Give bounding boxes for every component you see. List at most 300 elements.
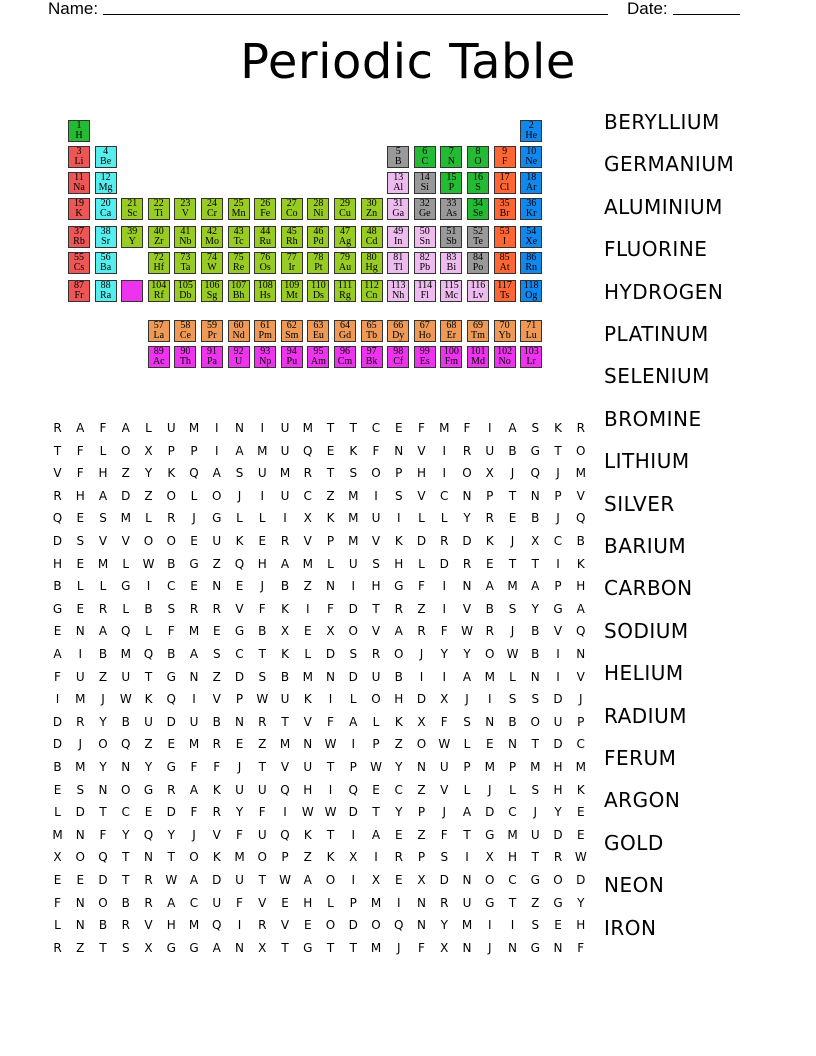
grid-letter[interactable]: F bbox=[190, 805, 198, 820]
grid-letter[interactable]: W bbox=[506, 647, 519, 661]
grid-letter[interactable]: I bbox=[78, 647, 83, 661]
grid-letter[interactable]: M bbox=[484, 760, 495, 774]
grid-letter[interactable]: R bbox=[53, 421, 62, 435]
grid-letter[interactable]: P bbox=[508, 760, 517, 774]
grid-letter[interactable]: M bbox=[302, 669, 313, 684]
grid-letter[interactable]: U bbox=[257, 827, 267, 842]
grid-letter[interactable]: A bbox=[462, 669, 472, 684]
grid-letter[interactable]: U bbox=[439, 760, 449, 774]
grid-letter[interactable]: O bbox=[576, 443, 586, 458]
grid-letter[interactable]: T bbox=[508, 556, 517, 571]
grid-letter[interactable]: M bbox=[279, 466, 291, 481]
grid-letter[interactable]: X bbox=[144, 940, 153, 955]
grid-letter[interactable]: T bbox=[281, 940, 289, 955]
grid-letter[interactable]: I bbox=[510, 918, 515, 933]
grid-letter[interactable]: M bbox=[530, 760, 541, 774]
grid-letter[interactable]: O bbox=[189, 850, 199, 865]
grid-letter[interactable]: B bbox=[280, 669, 290, 684]
grid-letter[interactable]: O bbox=[530, 714, 540, 729]
grid-letter[interactable]: I bbox=[351, 873, 356, 887]
grid-letter[interactable]: H bbox=[576, 918, 586, 933]
grid-letter[interactable]: G bbox=[530, 443, 540, 458]
grid-letter[interactable]: R bbox=[258, 714, 267, 729]
grid-letter[interactable]: U bbox=[371, 511, 381, 526]
grid-letter[interactable]: T bbox=[167, 850, 175, 865]
grid-letter[interactable]: N bbox=[508, 737, 517, 752]
grid-letter[interactable]: I bbox=[556, 556, 560, 571]
grid-letter[interactable]: S bbox=[508, 692, 517, 707]
grid-letter[interactable]: L bbox=[327, 895, 334, 910]
grid-letter[interactable]: N bbox=[394, 443, 404, 458]
grid-letter[interactable]: I bbox=[351, 579, 356, 594]
grid-letter[interactable]: Q bbox=[576, 511, 586, 526]
grid-letter[interactable]: K bbox=[554, 421, 562, 435]
grid-letter[interactable]: M bbox=[484, 669, 495, 684]
grid-letter[interactable]: R bbox=[303, 466, 312, 481]
grid-letter[interactable]: B bbox=[98, 918, 108, 933]
grid-letter[interactable]: J bbox=[556, 511, 560, 526]
grid-letter[interactable]: F bbox=[236, 895, 243, 910]
grid-letter[interactable]: D bbox=[553, 692, 563, 707]
grid-letter[interactable]: X bbox=[326, 624, 335, 639]
grid-letter[interactable]: A bbox=[371, 827, 381, 842]
grid-letter[interactable]: R bbox=[462, 443, 472, 458]
grid-letter[interactable]: I bbox=[396, 895, 401, 910]
grid-letter[interactable]: P bbox=[372, 737, 380, 752]
grid-letter[interactable]: O bbox=[257, 850, 267, 865]
grid-letter[interactable]: X bbox=[531, 534, 540, 548]
grid-letter[interactable]: W bbox=[324, 805, 337, 820]
grid-letter[interactable]: J bbox=[510, 534, 515, 548]
grid-letter[interactable]: M bbox=[348, 511, 359, 526]
grid-letter[interactable]: M bbox=[575, 466, 586, 481]
grid-letter[interactable]: L bbox=[54, 805, 61, 820]
grid-letter[interactable]: N bbox=[98, 782, 108, 797]
grid-letter[interactable]: Z bbox=[303, 579, 312, 594]
grid-letter[interactable]: J bbox=[396, 940, 401, 955]
grid-letter[interactable]: Y bbox=[144, 466, 153, 481]
grid-letter[interactable]: I bbox=[487, 918, 492, 933]
grid-letter[interactable]: E bbox=[394, 421, 403, 435]
grid-letter[interactable]: D bbox=[52, 714, 63, 729]
grid-letter[interactable]: G bbox=[530, 940, 540, 955]
grid-letter[interactable]: O bbox=[75, 850, 85, 865]
grid-letter[interactable]: R bbox=[212, 601, 221, 616]
grid-letter[interactable]: F bbox=[440, 827, 448, 842]
grid-letter[interactable]: E bbox=[76, 601, 85, 616]
grid-letter[interactable]: Q bbox=[576, 624, 586, 639]
grid-letter[interactable]: V bbox=[371, 534, 381, 548]
grid-letter[interactable]: J bbox=[192, 827, 196, 842]
grid-letter[interactable]: W bbox=[438, 737, 451, 752]
grid-letter[interactable]: W bbox=[324, 737, 337, 752]
grid-letter[interactable]: Y bbox=[235, 805, 244, 820]
grid-letter[interactable]: M bbox=[507, 579, 518, 594]
grid-letter[interactable]: B bbox=[531, 624, 540, 639]
grid-letter[interactable]: Z bbox=[531, 895, 540, 910]
grid-letter[interactable]: O bbox=[212, 488, 222, 503]
grid-letter[interactable]: S bbox=[372, 556, 380, 571]
grid-letter[interactable]: K bbox=[349, 443, 358, 458]
grid-letter[interactable]: Q bbox=[166, 692, 176, 707]
grid-letter[interactable]: R bbox=[576, 421, 585, 435]
grid-letter[interactable]: E bbox=[303, 624, 312, 639]
grid-letter[interactable]: B bbox=[121, 714, 130, 729]
grid-letter[interactable]: O bbox=[394, 647, 404, 661]
grid-letter[interactable]: T bbox=[99, 805, 107, 820]
grid-letter[interactable]: N bbox=[576, 647, 586, 661]
grid-letter[interactable]: I bbox=[374, 488, 378, 503]
grid-letter[interactable]: O bbox=[485, 873, 495, 887]
grid-letter[interactable]: I bbox=[442, 466, 447, 481]
grid-letter[interactable]: T bbox=[53, 443, 62, 458]
grid-letter[interactable]: Q bbox=[121, 737, 131, 752]
grid-letter[interactable]: E bbox=[576, 805, 585, 820]
grid-letter[interactable]: S bbox=[508, 601, 517, 616]
grid-letter[interactable]: M bbox=[370, 895, 382, 910]
grid-letter[interactable]: J bbox=[192, 511, 196, 526]
grid-letter[interactable]: P bbox=[167, 443, 175, 458]
grid-letter[interactable]: S bbox=[531, 918, 540, 933]
grid-letter[interactable]: F bbox=[372, 443, 380, 458]
grid-letter[interactable]: M bbox=[348, 534, 359, 548]
grid-letter[interactable]: J bbox=[487, 782, 492, 797]
grid-letter[interactable]: B bbox=[508, 714, 517, 729]
grid-letter[interactable]: E bbox=[212, 624, 221, 639]
grid-letter[interactable]: B bbox=[280, 579, 290, 594]
grid-letter[interactable]: B bbox=[531, 511, 540, 526]
grid-letter[interactable]: L bbox=[145, 624, 152, 639]
grid-letter[interactable]: L bbox=[99, 443, 107, 458]
grid-letter[interactable]: R bbox=[212, 805, 221, 820]
grid-letter[interactable]: I bbox=[465, 850, 469, 865]
grid-letter[interactable]: A bbox=[303, 873, 312, 887]
grid-letter[interactable]: K bbox=[485, 534, 494, 548]
grid-letter[interactable]: M bbox=[461, 918, 473, 933]
grid-letter[interactable]: L bbox=[418, 511, 425, 526]
grid-letter[interactable]: V bbox=[417, 443, 426, 458]
grid-letter[interactable]: D bbox=[121, 488, 131, 503]
grid-letter[interactable]: Y bbox=[395, 760, 403, 774]
grid-letter[interactable]: D bbox=[485, 805, 495, 820]
grid-letter[interactable]: L bbox=[418, 556, 425, 571]
grid-letter[interactable]: Z bbox=[76, 940, 85, 955]
grid-letter[interactable]: J bbox=[510, 624, 515, 639]
grid-letter[interactable]: C bbox=[394, 782, 403, 797]
grid-letter[interactable]: S bbox=[531, 782, 540, 797]
grid-letter[interactable]: V bbox=[576, 669, 585, 684]
grid-letter[interactable]: O bbox=[121, 443, 131, 458]
grid-letter[interactable]: D bbox=[98, 873, 108, 887]
grid-letter[interactable]: F bbox=[327, 714, 334, 729]
grid-letter[interactable]: J bbox=[487, 940, 492, 955]
grid-letter[interactable]: G bbox=[166, 940, 176, 955]
grid-letter[interactable]: B bbox=[212, 714, 221, 729]
grid-letter[interactable]: P bbox=[349, 760, 357, 774]
grid-letter[interactable]: R bbox=[212, 737, 221, 752]
grid-letter[interactable]: U bbox=[530, 827, 540, 842]
grid-letter[interactable]: O bbox=[553, 873, 563, 887]
grid-letter[interactable]: O bbox=[371, 918, 381, 933]
grid-letter[interactable]: G bbox=[189, 556, 199, 571]
grid-letter[interactable]: V bbox=[553, 624, 563, 639]
grid-letter[interactable]: W bbox=[370, 760, 382, 774]
grid-letter[interactable]: L bbox=[349, 692, 357, 707]
grid-letter[interactable]: L bbox=[76, 579, 84, 594]
grid-letter[interactable]: M bbox=[348, 488, 359, 503]
grid-letter[interactable]: I bbox=[442, 601, 447, 616]
grid-letter[interactable]: V bbox=[303, 714, 312, 729]
grid-letter[interactable]: R bbox=[280, 534, 290, 548]
grid-letter[interactable]: G bbox=[485, 895, 495, 910]
grid-letter[interactable]: T bbox=[531, 556, 539, 571]
grid-letter[interactable]: Z bbox=[98, 669, 108, 684]
grid-letter[interactable]: Q bbox=[121, 624, 131, 639]
grid-letter[interactable]: N bbox=[121, 760, 131, 774]
grid-letter[interactable]: R bbox=[53, 940, 62, 955]
grid-letter[interactable]: V bbox=[235, 601, 244, 616]
grid-letter[interactable]: S bbox=[167, 601, 176, 616]
grid-letter[interactable]: B bbox=[531, 647, 540, 661]
grid-letter[interactable]: Y bbox=[144, 760, 153, 774]
grid-letter[interactable]: U bbox=[212, 895, 222, 910]
grid-letter[interactable]: V bbox=[280, 760, 290, 774]
grid-letter[interactable]: X bbox=[53, 850, 62, 865]
grid-letter[interactable]: D bbox=[439, 556, 449, 571]
grid-letter[interactable]: R bbox=[76, 714, 85, 729]
grid-letter[interactable]: E bbox=[53, 624, 62, 639]
grid-letter[interactable]: R bbox=[121, 918, 130, 933]
grid-letter[interactable]: E bbox=[190, 579, 198, 594]
grid-letter[interactable]: M bbox=[188, 421, 200, 435]
grid-letter[interactable]: J bbox=[510, 466, 515, 481]
grid-letter[interactable]: A bbox=[76, 421, 85, 435]
grid-letter[interactable]: A bbox=[462, 805, 472, 820]
grid-letter[interactable]: S bbox=[121, 940, 130, 955]
grid-letter[interactable]: T bbox=[372, 601, 380, 616]
grid-letter[interactable]: H bbox=[98, 466, 108, 481]
grid-letter[interactable]: Z bbox=[394, 737, 403, 752]
grid-letter[interactable]: G bbox=[303, 940, 313, 955]
grid-letter[interactable]: F bbox=[327, 601, 334, 616]
grid-letter[interactable]: L bbox=[54, 918, 61, 933]
grid-letter[interactable]: L bbox=[440, 511, 448, 526]
grid-letter[interactable]: Z bbox=[417, 827, 426, 842]
grid-letter[interactable]: D bbox=[416, 534, 427, 548]
grid-letter[interactable]: I bbox=[351, 737, 356, 752]
grid-letter[interactable]: J bbox=[237, 760, 242, 774]
grid-letter[interactable]: W bbox=[279, 873, 291, 887]
grid-letter[interactable]: N bbox=[462, 873, 472, 887]
grid-letter[interactable]: X bbox=[349, 850, 358, 865]
grid-letter[interactable]: N bbox=[508, 940, 517, 955]
grid-letter[interactable]: L bbox=[145, 511, 152, 526]
grid-letter[interactable]: X bbox=[144, 443, 153, 458]
grid-letter[interactable]: N bbox=[462, 579, 472, 594]
grid-letter[interactable]: M bbox=[302, 421, 313, 435]
grid-letter[interactable]: Q bbox=[280, 827, 290, 842]
grid-letter[interactable]: Q bbox=[52, 511, 63, 526]
grid-letter[interactable]: O bbox=[325, 873, 336, 887]
grid-letter[interactable]: F bbox=[236, 827, 243, 842]
grid-letter[interactable]: E bbox=[144, 805, 153, 820]
grid-letter[interactable]: W bbox=[461, 624, 473, 639]
grid-letter[interactable]: C bbox=[576, 737, 585, 752]
grid-letter[interactable]: M bbox=[302, 556, 313, 571]
grid-letter[interactable]: Y bbox=[395, 805, 403, 820]
grid-letter[interactable]: O bbox=[371, 466, 381, 481]
grid-letter[interactable]: G bbox=[234, 624, 245, 639]
grid-letter[interactable]: F bbox=[258, 601, 266, 616]
grid-letter[interactable]: N bbox=[485, 714, 495, 729]
grid-letter[interactable]: D bbox=[462, 534, 472, 548]
grid-letter[interactable]: B bbox=[53, 760, 62, 774]
grid-letter[interactable]: O bbox=[416, 737, 427, 752]
grid-letter[interactable]: X bbox=[258, 940, 267, 955]
grid-letter[interactable]: N bbox=[303, 737, 313, 752]
grid-letter[interactable]: J bbox=[556, 466, 560, 481]
grid-letter[interactable]: G bbox=[52, 601, 63, 616]
grid-letter[interactable]: F bbox=[213, 760, 221, 774]
grid-letter[interactable]: W bbox=[301, 805, 314, 820]
grid-letter[interactable]: U bbox=[235, 782, 244, 797]
grid-letter[interactable]: I bbox=[192, 692, 196, 707]
grid-letter[interactable]: O bbox=[371, 692, 381, 707]
grid-letter[interactable]: W bbox=[119, 692, 132, 707]
grid-letter[interactable]: X bbox=[280, 624, 290, 639]
grid-letter[interactable]: M bbox=[75, 692, 86, 707]
grid-letter[interactable]: U bbox=[371, 669, 381, 684]
grid-letter[interactable]: R bbox=[417, 624, 426, 639]
grid-letter[interactable]: H bbox=[303, 895, 313, 910]
grid-letter[interactable]: A bbox=[235, 443, 244, 458]
grid-letter[interactable]: A bbox=[576, 601, 585, 616]
grid-letter[interactable]: R bbox=[167, 782, 176, 797]
grid-letter[interactable]: A bbox=[485, 579, 494, 594]
grid-letter[interactable]: P bbox=[349, 895, 357, 910]
grid-letter[interactable]: R bbox=[485, 511, 494, 526]
grid-letter[interactable]: P bbox=[554, 488, 562, 503]
grid-letter[interactable]: A bbox=[531, 579, 540, 594]
grid-letter[interactable]: I bbox=[283, 511, 287, 526]
grid-letter[interactable]: G bbox=[143, 782, 154, 797]
grid-letter[interactable]: T bbox=[258, 760, 266, 774]
grid-letter[interactable]: U bbox=[166, 421, 176, 435]
grid-letter[interactable]: M bbox=[279, 737, 291, 752]
grid-letter[interactable]: C bbox=[508, 873, 517, 887]
grid-letter[interactable]: C bbox=[553, 534, 563, 548]
grid-letter[interactable]: D bbox=[416, 692, 427, 707]
grid-letter[interactable]: E bbox=[372, 782, 380, 797]
grid-letter[interactable]: Y bbox=[463, 647, 471, 661]
grid-letter[interactable]: F bbox=[463, 421, 471, 435]
grid-letter[interactable]: S bbox=[349, 466, 358, 481]
grid-letter[interactable]: L bbox=[258, 511, 266, 526]
grid-letter[interactable]: Y bbox=[99, 714, 107, 729]
grid-letter[interactable]: R bbox=[462, 556, 472, 571]
grid-letter[interactable]: S bbox=[394, 488, 403, 503]
grid-letter[interactable]: I bbox=[396, 511, 401, 526]
grid-letter[interactable]: V bbox=[303, 534, 312, 548]
grid-letter[interactable]: U bbox=[280, 488, 290, 503]
grid-letter[interactable]: N bbox=[235, 940, 244, 955]
grid-letter[interactable]: J bbox=[442, 805, 447, 820]
grid-letter[interactable]: V bbox=[440, 782, 449, 797]
grid-letter[interactable]: L bbox=[236, 511, 243, 526]
grid-letter[interactable]: R bbox=[440, 895, 449, 910]
grid-letter[interactable]: F bbox=[577, 940, 585, 955]
grid-letter[interactable]: B bbox=[121, 895, 130, 910]
grid-letter[interactable]: E bbox=[190, 534, 198, 548]
grid-letter[interactable]: E bbox=[394, 827, 403, 842]
grid-letter[interactable]: W bbox=[165, 873, 178, 887]
grid-letter[interactable]: R bbox=[553, 850, 563, 865]
grid-letter[interactable]: T bbox=[531, 850, 539, 865]
grid-letter[interactable]: I bbox=[556, 669, 560, 684]
grid-letter[interactable]: A bbox=[167, 895, 176, 910]
grid-letter[interactable]: Q bbox=[394, 918, 404, 933]
grid-letter[interactable]: V bbox=[53, 466, 62, 481]
grid-letter[interactable]: F bbox=[418, 421, 425, 435]
grid-letter[interactable]: Z bbox=[121, 466, 130, 481]
grid-letter[interactable]: M bbox=[188, 737, 200, 752]
grid-letter[interactable]: K bbox=[576, 556, 585, 571]
grid-letter[interactable]: Z bbox=[144, 488, 153, 503]
grid-letter[interactable]: P bbox=[326, 534, 335, 548]
grid-letter[interactable]: B bbox=[258, 624, 267, 639]
grid-letter[interactable]: G bbox=[530, 873, 540, 887]
grid-letter[interactable]: M bbox=[370, 940, 382, 955]
grid-letter[interactable]: A bbox=[394, 624, 403, 639]
grid-letter[interactable]: K bbox=[326, 511, 335, 526]
grid-letter[interactable]: K bbox=[167, 466, 176, 481]
grid-letter[interactable]: S bbox=[531, 421, 540, 435]
grid-letter[interactable]: N bbox=[235, 714, 244, 729]
grid-letter[interactable]: U bbox=[235, 873, 244, 887]
grid-letter[interactable]: A bbox=[508, 421, 517, 435]
grid-letter[interactable]: I bbox=[214, 421, 219, 435]
grid-letter[interactable]: A bbox=[98, 488, 108, 503]
grid-letter[interactable]: M bbox=[507, 827, 518, 842]
grid-letter[interactable]: H bbox=[371, 579, 381, 594]
grid-letter[interactable]: P bbox=[417, 805, 426, 820]
grid-letter[interactable]: M bbox=[120, 511, 131, 526]
grid-letter[interactable]: V bbox=[371, 624, 381, 639]
grid-letter[interactable]: A bbox=[280, 556, 290, 571]
grid-letter[interactable]: J bbox=[237, 488, 242, 503]
grid-letter[interactable]: Z bbox=[258, 737, 267, 752]
grid-letter[interactable]: R bbox=[394, 601, 403, 616]
grid-letter[interactable]: I bbox=[146, 579, 151, 594]
grid-letter[interactable]: F bbox=[54, 895, 61, 910]
grid-letter[interactable]: D bbox=[212, 873, 222, 887]
grid-letter[interactable]: X bbox=[485, 850, 494, 865]
grid-letter[interactable]: V bbox=[98, 534, 108, 548]
grid-letter[interactable]: N bbox=[212, 579, 222, 594]
grid-letter[interactable]: L bbox=[509, 669, 516, 684]
grid-letter[interactable]: M bbox=[234, 850, 245, 865]
grid-letter[interactable]: E bbox=[76, 556, 85, 571]
grid-letter[interactable]: E bbox=[394, 873, 403, 887]
grid-letter[interactable]: U bbox=[121, 669, 131, 684]
grid-letter[interactable]: W bbox=[142, 556, 155, 571]
grid-letter[interactable]: N bbox=[75, 624, 85, 639]
grid-letter[interactable]: Q bbox=[530, 466, 540, 481]
grid-letter[interactable]: M bbox=[575, 760, 586, 774]
grid-letter[interactable]: V bbox=[280, 918, 290, 933]
grid-letter[interactable]: S bbox=[440, 850, 449, 865]
grid-letter[interactable]: T bbox=[122, 873, 130, 887]
